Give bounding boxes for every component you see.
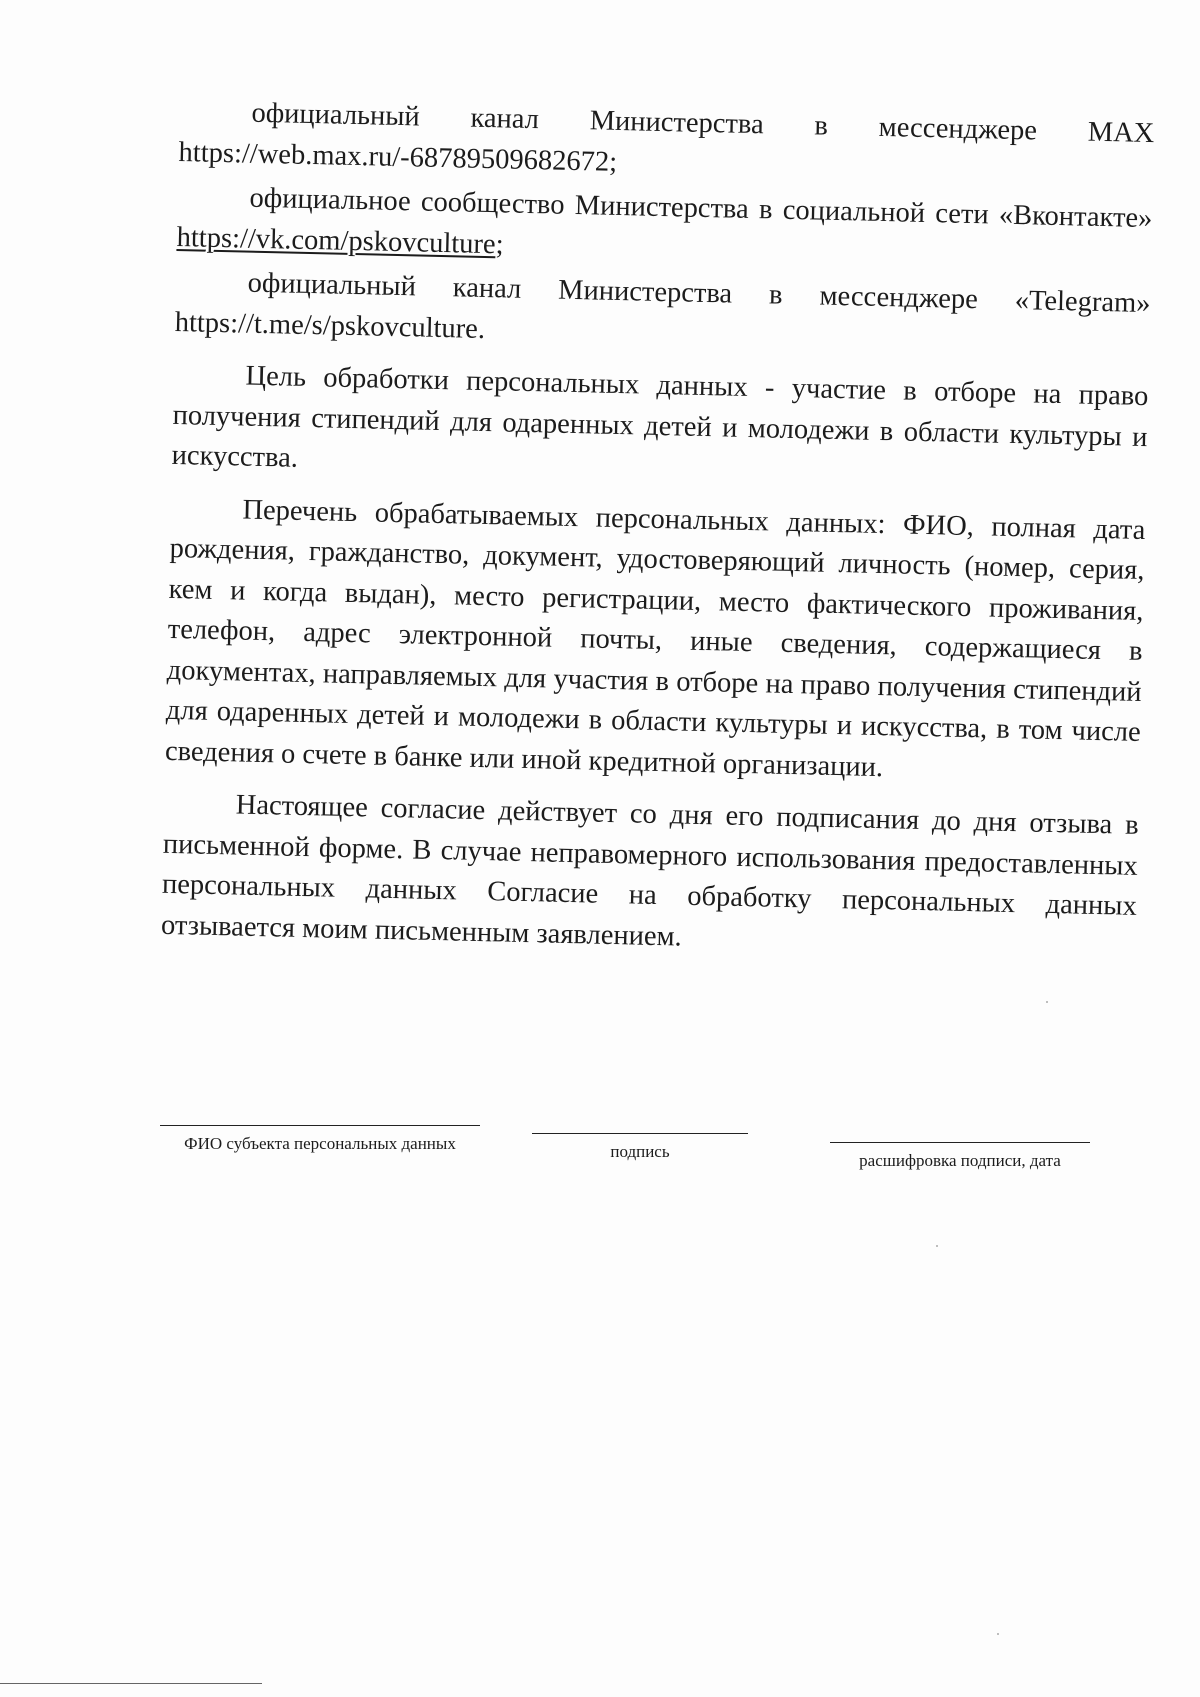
scan-speck: [936, 1245, 938, 1247]
paragraph-consent-validity: Настоящее согласие действует со дня его подписания до дня отзыва в письменной форме. В случае неправомерного использования предоставленных персональных данных Согласие на обработку персональных данных отзывается моим письменным заявлением.: [160, 789, 1139, 953]
vk-link[interactable]: https://vk.com/pskovculture: [176, 221, 496, 260]
signature-line: [532, 1133, 748, 1134]
signature-line: [830, 1142, 1090, 1143]
signature-field-decode-date: [830, 1142, 1090, 1173]
signature-line: [160, 1125, 480, 1126]
signature-field-name: [160, 1125, 480, 1156]
vk-text-end: ;: [495, 228, 504, 260]
scan-speck: [997, 1633, 999, 1635]
vk-text: официальное сообщество Министерства в социальной сети «Вконтакте»: [249, 182, 1153, 235]
paragraph-data-list: Перечень обрабатываемых персональных данных: ФИО, полная дата рождения, гражданство, документ, удостоверяющий личность (номер, серия, кем и когда выдан), место регистрации, место фактического проживания, телефон, адрес электронной почты, иные сведения, содержащиеся в документах, направляемых для участия в отборе на право получения стипендий для одаренных детей и молодежи в области культуры и искусства, в том числе сведения о счете в банке или иной кредитной организации.: [164, 494, 1146, 783]
signature-caption: ФИО субъекта персональных данных: [184, 1134, 456, 1153]
corner-rule: [0, 1683, 262, 1684]
scan-speck: [1046, 1001, 1048, 1003]
paragraph-processing-purpose: Цель обработки персональных данных - участие в отборе на право получения стипендий для одаренных детей и молодежи в области культуры и искусства.: [171, 360, 1149, 474]
consent-body: [161, 92, 1155, 968]
signature-caption: расшифровка подписи, дата: [859, 1151, 1061, 1170]
signature-field-sign: [532, 1133, 748, 1164]
paragraph-telegram-channel: официальный канал Министерства в мессенджере «Telegram» https://t.me/s/pskovculture.: [174, 267, 1151, 345]
paragraph-max-channel: официальный канал Министерства в мессенджере MAX https://web.max.ru/-68789509682672;: [178, 97, 1155, 178]
signature-caption: подпись: [610, 1142, 670, 1161]
